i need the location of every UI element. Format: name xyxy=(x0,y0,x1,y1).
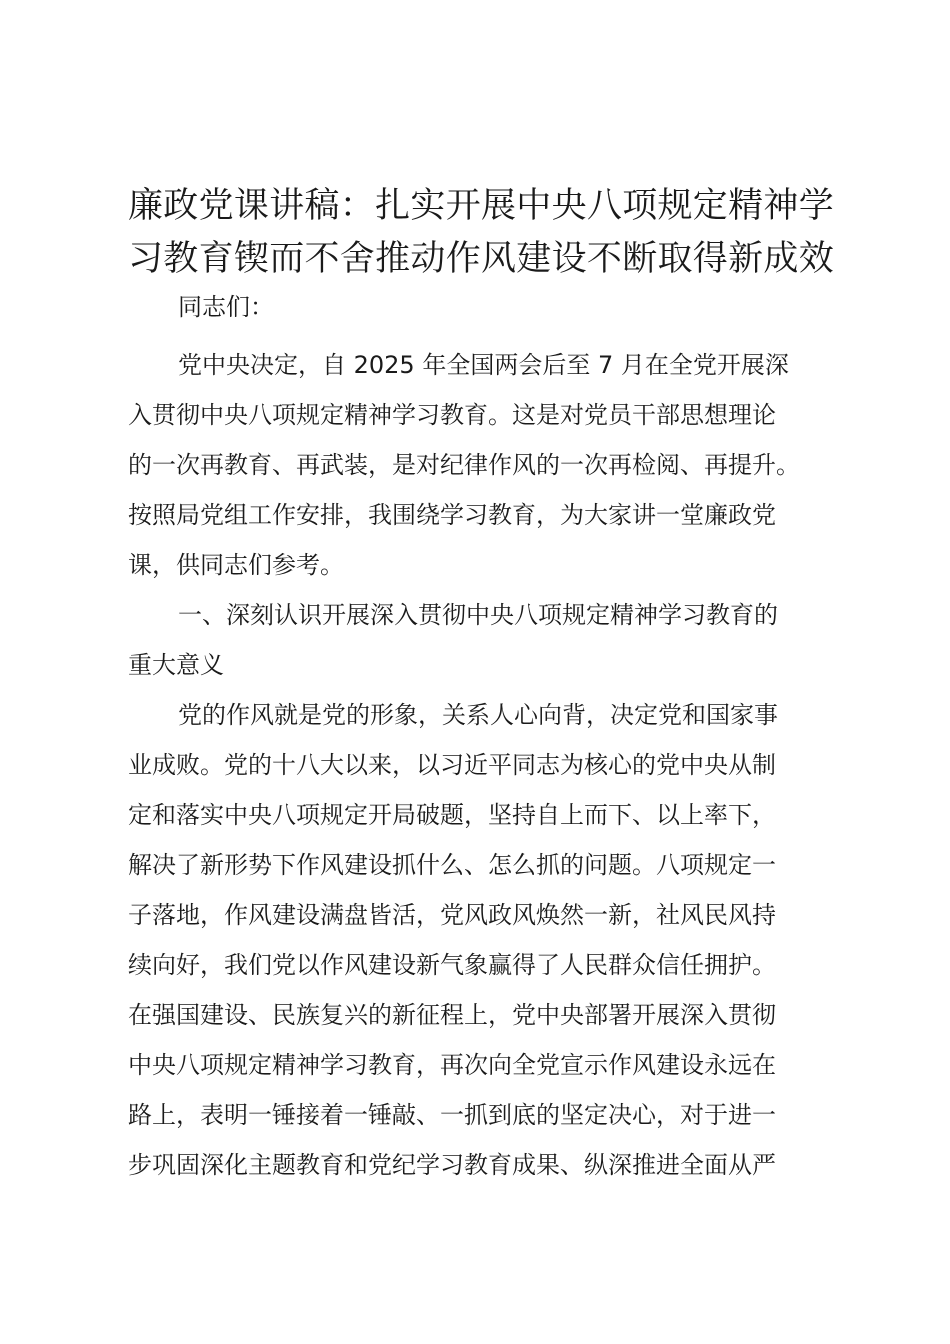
body-line: 重大意义 xyxy=(128,651,224,679)
body-line: 按照局党组工作安排，我围绕学习教育，为大家讲一堂廉政党 xyxy=(128,501,776,529)
salutation: 同志们： xyxy=(178,293,274,321)
body-line: 课，供同志们参考。 xyxy=(128,551,344,579)
document-body xyxy=(128,282,840,1190)
body-line: 定和落实中央八项规定开局破题，坚持自上而下、以上率下， xyxy=(128,801,776,829)
body-line: 业成败。党的十八大以来，以习近平同志为核心的党中央从制 xyxy=(128,751,776,779)
body-line: 子落地，作风建设满盘皆活，党风政风焕然一新，社风民风持 xyxy=(128,901,776,929)
document-title xyxy=(128,180,840,286)
body-line: 解决了新形势下作风建设抓什么、怎么抓的问题。八项规定一 xyxy=(128,851,776,879)
body-line: 入贯彻中央八项规定精神学习教育。这是对党员干部思想理论 xyxy=(128,401,776,429)
title-line-1: 廉政党课讲稿：扎实开展中央八项规定精神学 xyxy=(128,186,835,226)
body-line: 路上，表明一锤接着一锤敲、一抓到底的坚定决心，对于进一 xyxy=(128,1101,776,1129)
body-line: 党的作风就是党的形象，关系人心向背，决定党和国家事 xyxy=(178,701,778,729)
body-line: 续向好，我们党以作风建设新气象赢得了人民群众信任拥护。 xyxy=(128,951,776,979)
body-line: 的一次再教育、再武装，是对纪律作风的一次再检阅、再提升。 xyxy=(128,451,800,479)
body-lines xyxy=(128,340,840,1190)
body-line: 中央八项规定精神学习教育，再次向全党宣示作风建设永远在 xyxy=(128,1051,776,1079)
body-line: 一、深刻认识开展深入贯彻中央八项规定精神学习教育的 xyxy=(178,601,778,629)
title-line-2: 习教育锲而不舍推动作风建设不断取得新成效 xyxy=(128,239,835,279)
body-line: 在强国建设、民族复兴的新征程上，党中央部署开展深入贯彻 xyxy=(128,1001,776,1029)
body-line: 步巩固深化主题教育和党纪学习教育成果、纵深推进全面从严 xyxy=(128,1151,776,1179)
body-line: 党中央决定，自 2025 年全国两会后至 7 月在全党开展深 xyxy=(178,351,789,379)
